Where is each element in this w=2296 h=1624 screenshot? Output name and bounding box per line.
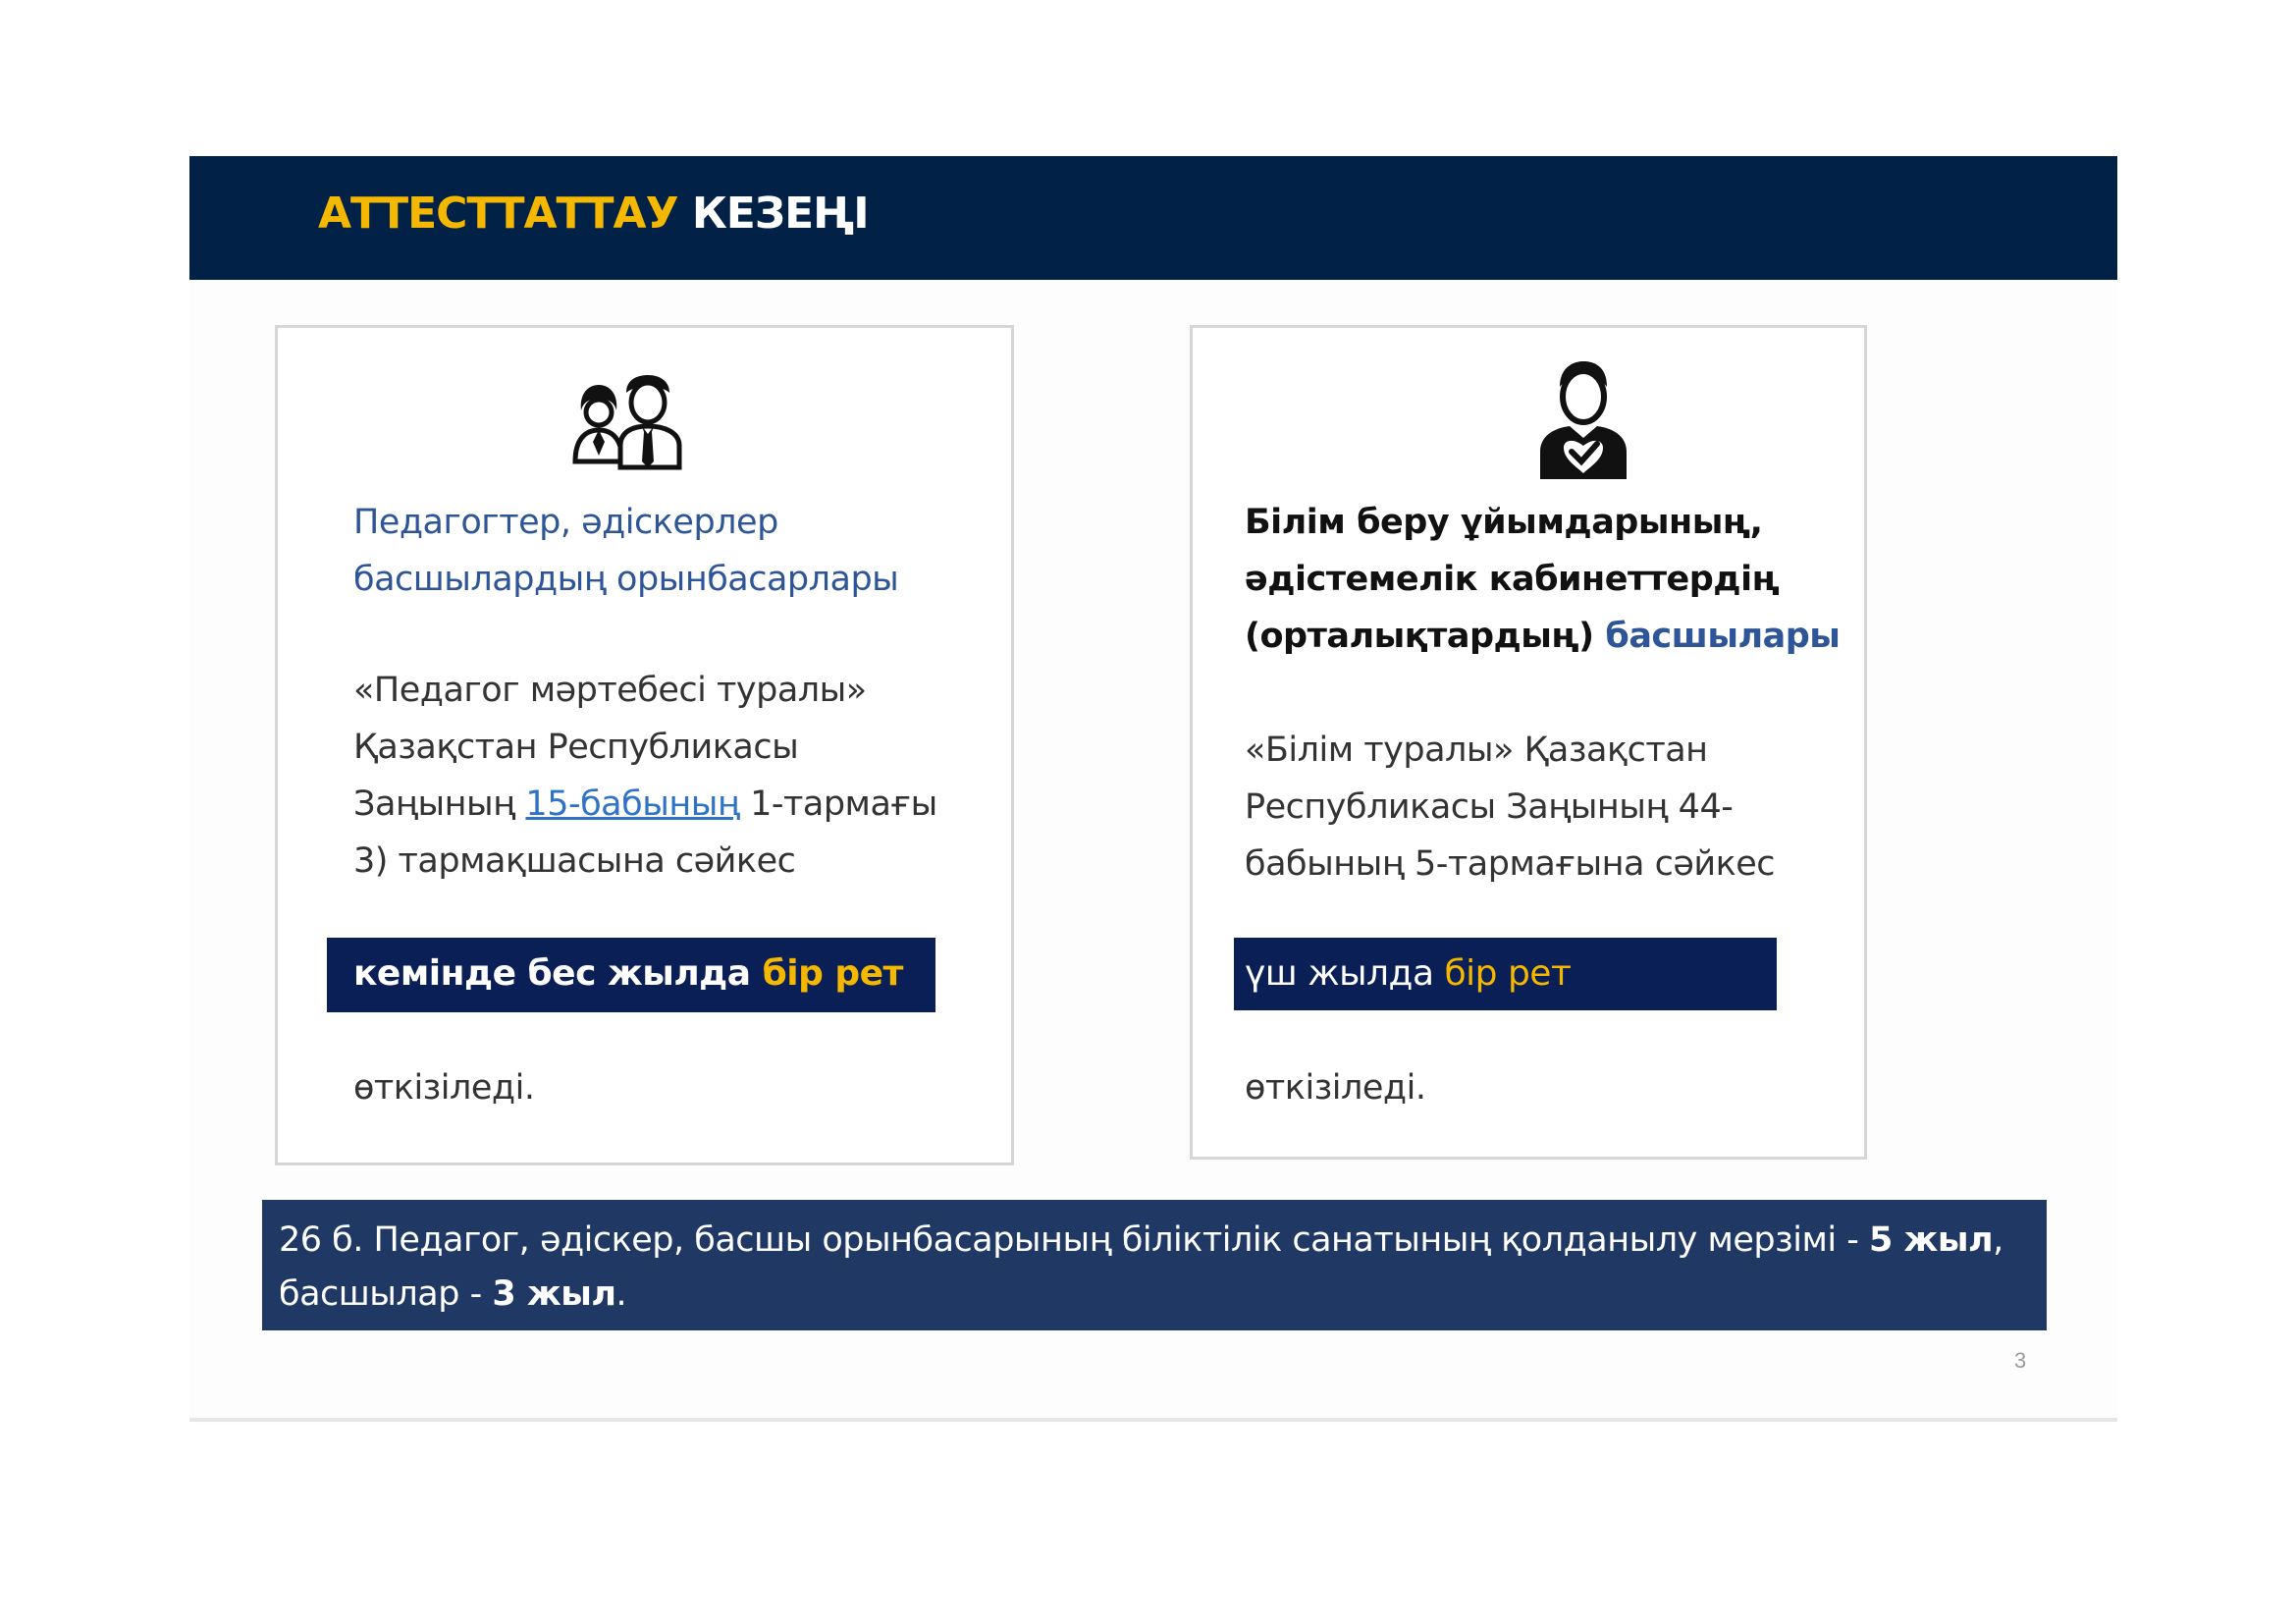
left-frequency-text — [353, 952, 903, 996]
two-people-icon — [569, 373, 687, 476]
left-card-law-text — [353, 662, 937, 890]
left-law-line-3-pre: Заңының — [353, 785, 526, 824]
left-law-line-2: Қазақстан Республикасы — [353, 728, 799, 767]
right-law-line-3: бабының 5-тармағына сәйкес — [1245, 844, 1776, 884]
left-law-line-3 — [353, 776, 937, 833]
article-15-link[interactable]: 15-бабының — [525, 785, 740, 824]
right-card-law-text — [1245, 722, 1775, 893]
right-title-line-2: әдістемелік кабинеттердің — [1245, 560, 1780, 599]
left-title-line-1: Педагогтер, әдіскерлер — [353, 503, 778, 542]
left-law-line-1: «Педагог мәртебесі туралы» — [353, 671, 867, 710]
title-rest: КЕЗЕҢІ — [691, 189, 869, 239]
bottom-divider — [189, 1418, 2117, 1422]
right-law-line-1: «Білім туралы» Қазақстан — [1245, 731, 1708, 770]
page-number: 3 — [2014, 1348, 2027, 1373]
title-accent: АТТЕСТТАТТАУ — [318, 189, 678, 239]
right-title-line-3 — [1245, 608, 1840, 665]
right-title-line-1: Білім беру ұйымдарының, — [1245, 503, 1763, 542]
footer-line-1 — [279, 1214, 2003, 1268]
left-law-line-4: 3) тармақшасына сәйкес — [353, 841, 796, 881]
footer-line-1-bold: 5 жыл — [1868, 1220, 1994, 1260]
right-title-line-3-pre: (орталықтардың) — [1245, 617, 1606, 656]
right-frequency-text — [1245, 952, 1571, 996]
footer-line-2-bold: 3 жыл — [492, 1274, 616, 1314]
left-card-title — [353, 494, 898, 608]
left-frequency-white: кемінде бес жылда — [353, 953, 763, 994]
right-frequency-white: үш жылда — [1245, 953, 1445, 994]
right-frequency-yellow: бір рет — [1444, 953, 1572, 994]
person-check-icon — [1534, 357, 1632, 486]
right-conclusion: өткізіледі. — [1245, 1068, 1426, 1108]
right-card-title — [1245, 494, 1840, 665]
footer-line-2 — [279, 1268, 2003, 1322]
right-law-line-2: Республикасы Заңының 44- — [1245, 787, 1734, 827]
right-title-line-3-blue: басшылары — [1605, 617, 1841, 656]
footer-line-1-post: , — [1993, 1220, 2003, 1260]
left-title-line-2: басшылардың орынбасарлары — [353, 560, 899, 599]
slide-title — [318, 189, 869, 239]
left-conclusion: өткізіледі. — [353, 1068, 535, 1108]
left-law-line-3-post: 1-тармағы — [739, 785, 937, 824]
footer-text — [279, 1214, 2003, 1322]
footer-line-1-pre: 26 б. Педагог, әдіскер, басшы орынбасарының біліктілік санатының қолданылу мерзімі - — [279, 1220, 1869, 1260]
left-frequency-yellow: бір рет — [762, 953, 903, 994]
footer-line-2-pre: басшылар - — [279, 1274, 493, 1314]
footer-line-2-post: . — [615, 1274, 627, 1314]
